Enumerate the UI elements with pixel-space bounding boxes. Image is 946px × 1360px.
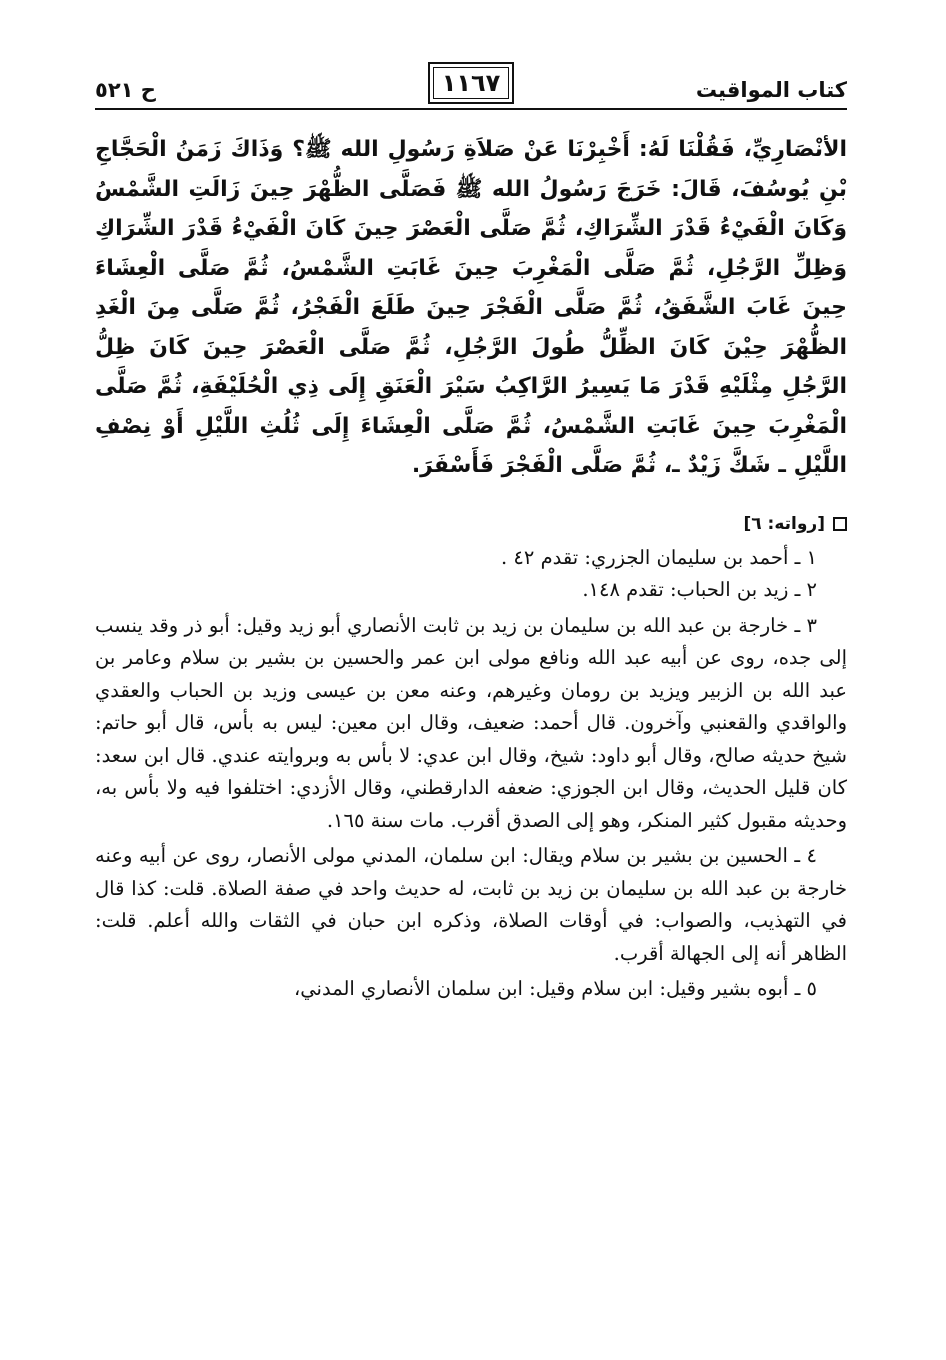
page-number-frame — [428, 62, 514, 104]
narrator-number: ٣ — [806, 613, 817, 637]
narrator-entry — [95, 610, 847, 838]
page-number: ١١٦٧ — [441, 69, 501, 97]
hadith-text: الأنْصَارِيِّ، فَقُلْنَا لَهُ: أَخْبِرْنَا عَنْ صَلاَةِ رَسُولِ الله ﷺ؟ وَذَاكَ زَمَنُ الْحَجَّاجِ بْنِ يُوسُفَ، قَالَ: خَرَجَ رَسُولُ الله ﷺ فَصَلَّى الظُّهْرَ حِينَ زَالَتِ الشَّمْسُ وَكَانَ الْفَيْءُ قَدْرَ الشِّرَاكِ، ثُمَّ صَلَّى الْعَصْرَ حِينَ كَانَ الْفَيْءُ قَدْرَ الشِّرَاكِ وَظِلِّ الرَّجُلِ، ثُمَّ صَلَّى الْمَغْرِبَ حِينَ غَابَتِ الشَّمْسُ، ثُمَّ صَلَّى الْعِشَاءَ حِينَ غَابَ الشَّفَقُ، ثُمَّ صَلَّى الْفَجْرَ حِينَ طَلَعَ الْفَجْرُ، ثُمَّ صَلَّى مِنَ الْغَدِ الظُّهْرَ حِيْنَ كَانَ الظِّلُّ طُولَ الرَّجُلِ، ثُمَّ صَلَّى الْعَصْرَ حِينَ كَانَ ظِلُّ الرَّجُلِ مِثْلَيْهِ قَدْرَ مَا يَسِيرُ الرَّاكِبُ سَيْرَ الْعَنَقِ إِلَى ذِي الْحُلَيْفَةِ، ثُمَّ صَلَّى الْمَغْرِبَ حِينَ غَابَتِ الشَّمْسُ، ثُمَّ صَلَّى الْعِشَاءَ إِلَى ثُلُثِ اللَّيْلِ أَوْ نِصْفِ اللَّيْلِ ـ شَكَّ زَيْدٌ ـ، ثُمَّ صَلَّى الْفَجْرَ فَأَسْفَرَ. — [95, 137, 847, 478]
narrator-number: ٥ — [806, 977, 817, 1000]
narrator-text: ـ أحمد بن سليمان الجزري: تقدم ٤٢ . — [501, 545, 801, 569]
narrator-entry — [95, 574, 847, 607]
narrator-number: ١ — [806, 545, 817, 569]
narrators-heading-label: [رواته: ٦] — [743, 513, 825, 534]
page-header — [95, 58, 847, 110]
book-page — [95, 58, 847, 1006]
narrator-text: ـ الحسين بن بشير بن سلام ويقال: ابن سلمان، المدني مولى الأنصار، روى عن أبيه وعنه خارجة بن عبد الله بن سليمان بن زيد بن ثابت، له حديث واحد في صفة الصلاة. قلت: كذا قال في التهذيب، والصواب: في أوقات الصلاة، وذكره ابن حبان في الثقات والله أعلم. قلت: الظاهر أنه إلى الجهالة أقرب. — [95, 844, 847, 965]
narrators-heading — [95, 514, 847, 534]
narrator-entry — [95, 840, 847, 970]
narrator-text: ـ خارجة بن عبد الله بن سليمان بن زيد بن ثابت الأنصاري أبو زيد وقيل: أبو ذر وقد ينسب إلى جده، روى عن أبيه عبد الله ونافع مولى ابن عمر والحسين بن بشير بن سلام وعامر بن عبد الله بن الزبير ويزيد بن رومان وغيرهم، وعنه معن بن عيسى وزيد بن الحباب والعقدي والواقدي والقعنبي وآخرون. قال أحمد: ضعيف، وقال ابن معين: ليس به بأس، قال أبو حاتم: شيخ حديثه صالح، وقال أبو داود: شيخ، وقال ابن عدي: لا بأس به وبروايته عندي. قال ابن سعد: كان قليل الحديث، وقال ابن الجوزي: ضعفه الدارقطني، وقال الأزدي: اختلفوا فيه ولا بأس به، وحديثه مقبول كثير المنكر، وهو إلى الصدق أقرب. مات سنة ١٦٥. — [95, 613, 847, 832]
narrator-entry — [95, 973, 847, 1006]
narrator-number: ٢ — [806, 578, 817, 601]
book-title: كتاب المواقيت — [695, 78, 847, 102]
narrator-entry — [95, 542, 847, 575]
narrator-number: ٤ — [806, 844, 817, 867]
narrator-text: ـ زيد بن الحباب: تقدم ١٤٨. — [582, 578, 801, 601]
square-bullet-icon — [833, 517, 847, 531]
narrator-text: ـ أبوه بشير وقيل: ابن سلام وقيل: ابن سلمان الأنصاري المدني، — [293, 977, 801, 1000]
hadith-number: ح ٥٢١ — [95, 78, 156, 102]
